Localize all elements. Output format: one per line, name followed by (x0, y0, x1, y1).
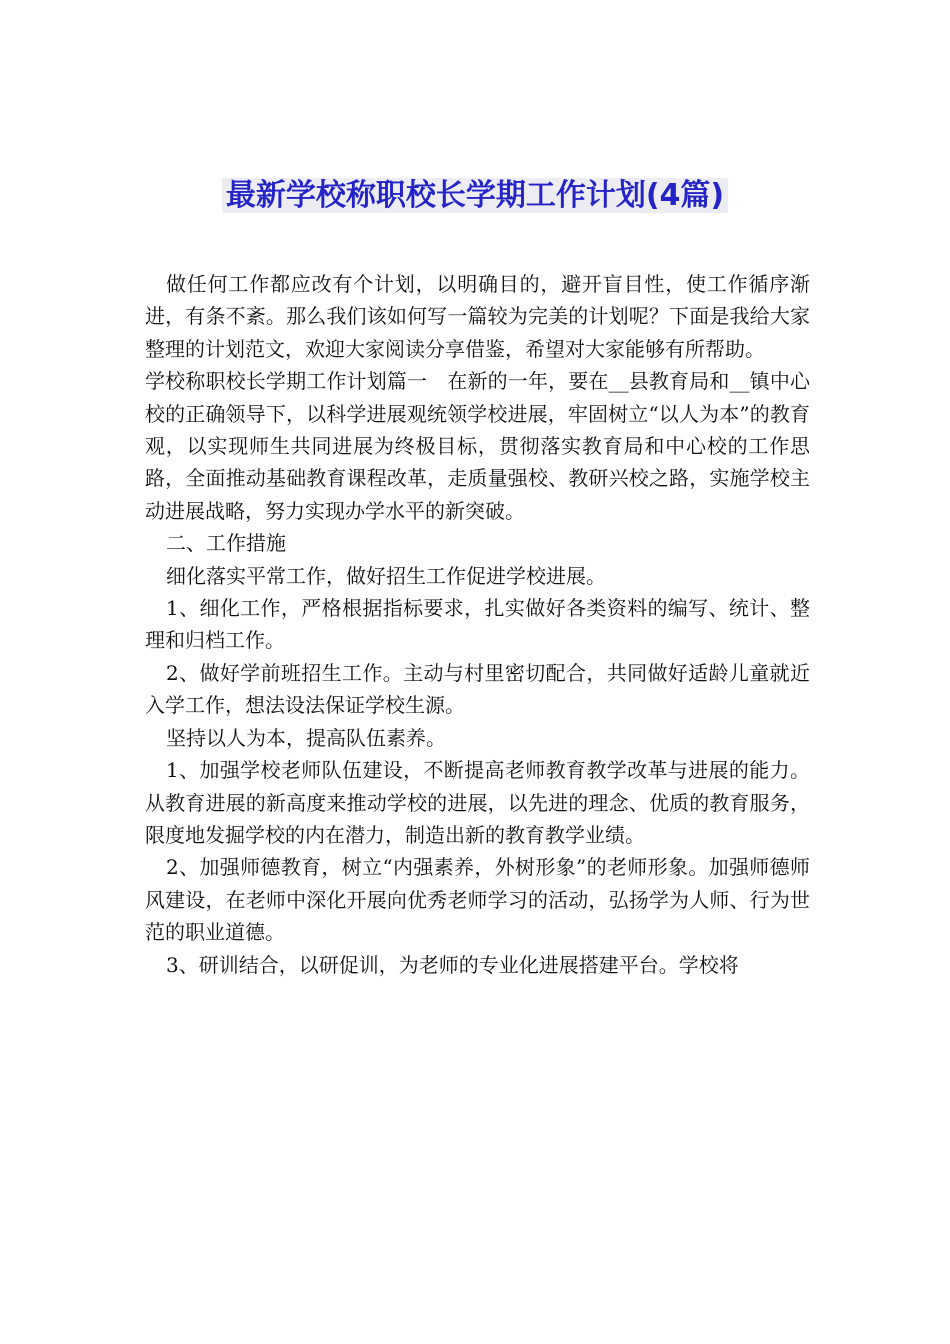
paragraph-subheading: 坚持以人为本，提高队伍素养。 (166, 725, 446, 750)
paragraph-item: 3、研训结合，以研促训，为老师的专业化进展搭建平台。学校将 (166, 952, 739, 977)
paragraph-item: 1、加强学校老师队伍建设，不断提高老师教育教学改革与进展的能力。从教育进展的新高度来推动学校的进展，以先进的理念、优质的教育服务，限度地发掘学校的内在潜力，制造出新的教育教学业绩。 (145, 758, 810, 847)
section-heading-measures: 二、工作措施 (166, 531, 286, 556)
document-title (0, 176, 950, 216)
paragraph-item: 2、加强师德教育，树立“内强素养，外树形象”的老师形象。加强师德师风建设，在老师中深化开展向优秀老师学习的活动，弘扬学为人师、行为世范的职业道德。 (145, 855, 810, 945)
document-body (145, 268, 810, 981)
paragraph-plan-one: 学校称职校长学期工作计划篇一 在新的一年，要在__县教育局和__镇中心校的正确领导下，以科学进展观统领学校进展，牢固树立“以人为本”的教育观，以实现师生共同进展为终极目标，贯彻落实教育局和中心校的工作思路，全面推动基础教育课程改革，走质量强校、教研兴校之路，实施学校主动进展战略，努力实现办学水平的新突破。 (145, 369, 810, 523)
paragraph-item: 2、做好学前班招生工作。主动与村里密切配合，共同做好适龄儿童就近入学工作，想法设法保证学校生源。 (145, 660, 810, 718)
paragraph-subheading: 细化落实平常工作，做好招生工作促进学校进展。 (166, 563, 606, 588)
document-title-text: 最新学校称职校长学期工作计划(4篇) (222, 178, 728, 213)
paragraph-intro: 做任何工作都应改有个计划，以明确目的，避开盲目性，使工作循序渐进，有条不紊。那么我们该如何写一篇较为完美的计划呢？下面是我给大家整理的计划范文，欢迎大家阅读分享借鉴，希望对大家能够有所帮助。 (145, 272, 810, 361)
paragraph-item: 1、细化工作，严格根据指标要求，扎实做好各类资料的编写、统计、整理和归档工作。 (145, 596, 810, 653)
